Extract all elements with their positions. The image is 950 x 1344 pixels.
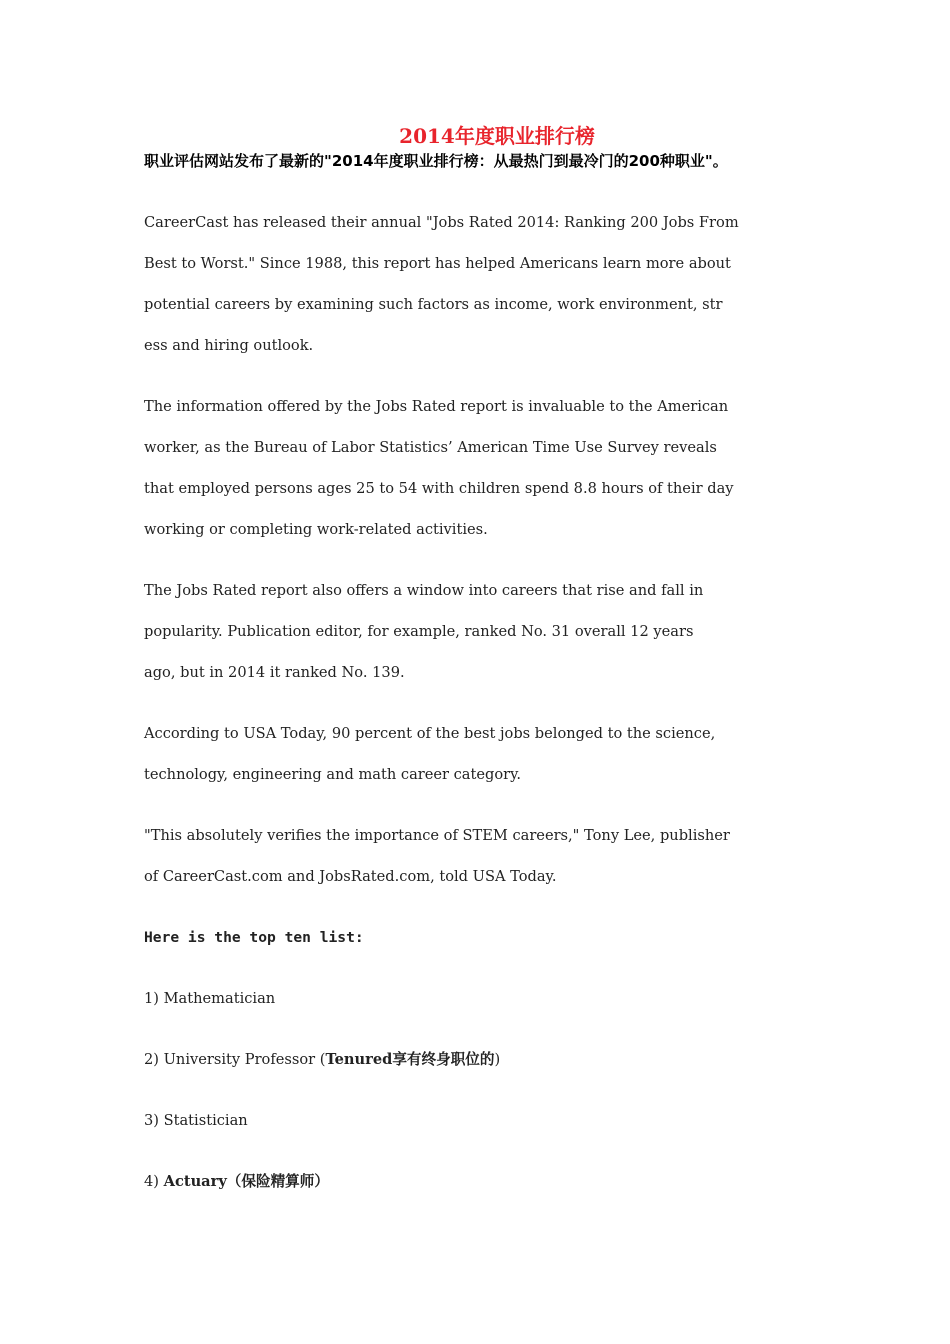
list-item-3 <box>144 1100 824 1141</box>
list-item-text: 1) Mathematician <box>144 990 276 1007</box>
list-item-bold: Tenured享有终身职位的 <box>325 1051 495 1068</box>
list-item-text: 3) Statistician <box>144 1112 248 1129</box>
document-title: 2014年度职业排行榜 <box>399 124 595 148</box>
paragraph-3 <box>144 570 824 693</box>
text-line: working or completing work-related activities. <box>144 521 488 538</box>
article-body <box>144 202 824 1222</box>
text-line: "This absolutely verifies the importance of STEM careers," Tony Lee, publisher <box>144 827 730 844</box>
text-line: ago, but in 2014 it ranked No. 139. <box>144 664 405 681</box>
list-heading-block <box>144 917 824 958</box>
text-line: that employed persons ages 25 to 54 with children spend 8.8 hours of their day <box>144 480 734 497</box>
list-item-suffix: ) <box>494 1051 501 1068</box>
text-line: popularity. Publication editor, for example, ranked No. 31 overall 12 years <box>144 623 694 640</box>
text-line: ess and hiring outlook. <box>144 337 314 354</box>
text-line: CareerCast has released their annual "Jobs Rated 2014: Ranking 200 Jobs From <box>144 214 739 231</box>
list-item-1 <box>144 978 824 1019</box>
document-subtitle: 职业评估网站发布了最新的"2014年度职业排行榜：从最热门到最冷门的200种职业"。 <box>144 152 728 170</box>
paragraph-1 <box>144 202 824 366</box>
text-line: worker, as the Bureau of Labor Statistics’ American Time Use Survey reveals <box>144 439 717 456</box>
list-item-2 <box>144 1039 824 1080</box>
paragraph-5 <box>144 815 824 897</box>
paragraph-2 <box>144 386 824 550</box>
list-heading: Here is the top ten list: <box>144 929 364 946</box>
text-line: Best to Worst." Since 1988, this report has helped Americans learn more about <box>144 255 731 272</box>
list-item-text: 2) University Professor ( <box>144 1051 326 1068</box>
text-line: of CareerCast.com and JobsRated.com, told USA Today. <box>144 868 557 885</box>
paragraph-4 <box>144 713 824 795</box>
list-item-4 <box>144 1161 824 1202</box>
text-line: potential careers by examining such factors as income, work environment, str <box>144 296 723 313</box>
list-item-bold: Actuary（保险精算师） <box>163 1173 329 1190</box>
text-line: According to USA Today, 90 percent of the best jobs belonged to the science, <box>144 725 716 742</box>
text-line: The information offered by the Jobs Rated report is invaluable to the American <box>144 398 729 415</box>
text-line: technology, engineering and math career category. <box>144 766 522 783</box>
list-item-text: 4) <box>144 1173 164 1190</box>
text-line: The Jobs Rated report also offers a window into careers that rise and fall in <box>144 582 704 599</box>
